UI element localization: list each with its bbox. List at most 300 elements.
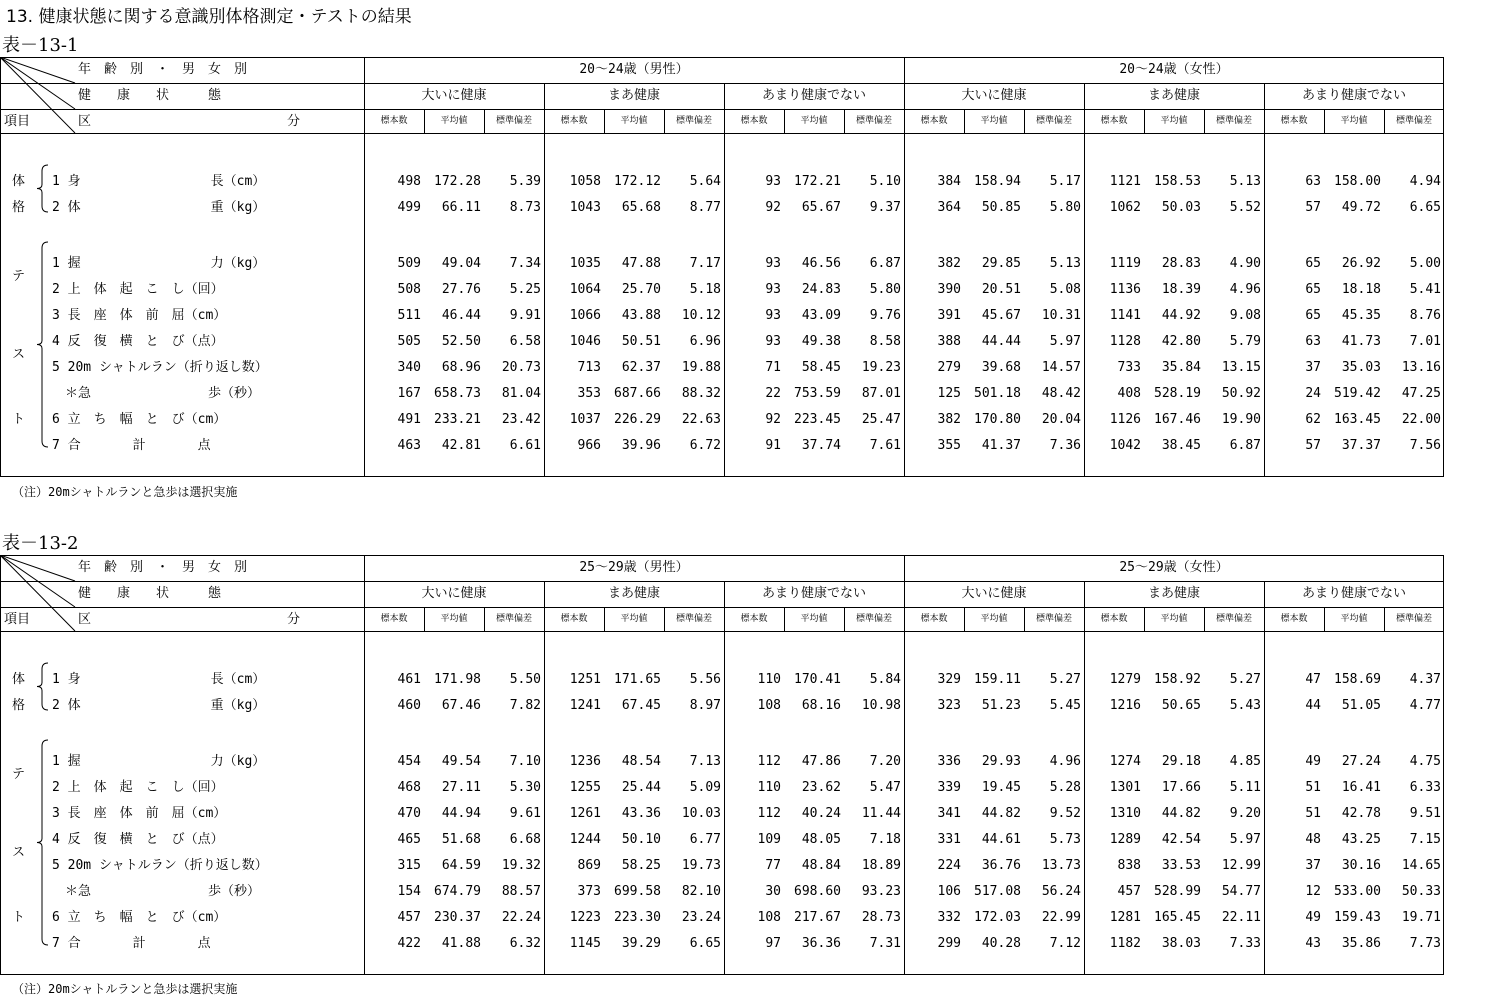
row-label: 2 上 体 起 こ し（回） [52,282,224,297]
cell-value: 460 [397,698,421,713]
stat-header: 標本数 [380,614,408,624]
cell-value: 57 [1305,200,1321,215]
cell-value: 1136 [1109,282,1141,297]
category-test: テ [12,269,26,284]
cell-value: 50.51 [621,334,661,349]
cell-value: 64.59 [441,858,481,873]
row-label: 4 反 復 横 と び（点） [52,832,224,847]
stat-header: 標準偏差 [855,614,892,624]
cell-value: 37.74 [801,438,841,453]
cell-value: 22.24 [501,910,541,925]
cell-value: 24 [1305,386,1321,401]
cell-value: 9.91 [509,308,541,323]
row-label: 7 合 計 点 [52,438,211,453]
cell-value: 519.42 [1334,386,1381,401]
cell-value: 87.01 [861,386,901,401]
cell-value: 7.10 [509,754,541,769]
cell-value: 4.77 [1409,698,1441,713]
cell-value: 42.54 [1161,832,1201,847]
cell-value: 82.10 [681,884,721,899]
cell-value: 7.34 [509,256,541,271]
cell-value: 48.05 [801,832,841,847]
header-rule [0,109,1444,110]
cell-value: 93 [765,282,781,297]
stat-header: 標準偏差 [1215,614,1252,624]
cell-value: 6.33 [1409,780,1441,795]
cell-value: 1043 [569,200,601,215]
cell-value: 49 [1305,910,1321,925]
cell-value: 67.46 [441,698,481,713]
cell-value: 340 [397,360,421,375]
cell-value: 42.81 [441,438,481,453]
cell-value: 869 [577,858,601,873]
cell-value: 19.71 [1401,910,1441,925]
stat-header: 標本数 [920,116,948,126]
cell-value: 40.24 [801,806,841,821]
cell-value: 93 [765,308,781,323]
cell-value: 5.56 [689,672,721,687]
cell-value: 20.04 [1041,412,1081,427]
cell-value: 17.66 [1161,780,1201,795]
cell-value: 29.93 [981,754,1021,769]
cell-value: 13.16 [1401,360,1441,375]
cell-value: 41.37 [981,438,1021,453]
cell-value: 47 [1305,672,1321,687]
cell-value: 7.20 [869,754,901,769]
cell-value: 382 [937,412,961,427]
cell-value: 223.30 [614,910,661,925]
cell-value: 373 [577,884,601,899]
category-body: 格 [12,200,26,215]
stat-header: 平均値 [980,116,1008,126]
cell-value: 25.70 [621,282,661,297]
stat-header: 標準偏差 [1395,614,1432,624]
cell-value: 65.67 [801,200,841,215]
cell-value: 10.12 [681,308,721,323]
cell-value: 332 [937,910,961,925]
cell-value: 50.33 [1401,884,1441,899]
cell-value: 457 [397,910,421,925]
cell-value: 408 [1117,386,1141,401]
cell-value: 45.35 [1341,308,1381,323]
row-label: 3 長 座 体 前 屈（cm） [52,308,227,323]
cell-value: 36.76 [981,858,1021,873]
cell-value: 5.97 [1229,832,1261,847]
cell-value: 511 [397,308,421,323]
cell-value: 51.23 [981,698,1021,713]
cell-value: 1301 [1109,780,1141,795]
cell-value: 5.08 [1049,282,1081,297]
cell-value: 499 [397,200,421,215]
row-label: 5 20m シャトルラン（折り返し数） [52,858,268,873]
cell-value: 7.56 [1409,438,1441,453]
cell-value: 112 [757,806,781,821]
cell-value: 172.21 [794,174,841,189]
cell-value: 12.99 [1221,858,1261,873]
cell-value: 62 [1305,412,1321,427]
page-title: 13. 健康状態に関する意識別体格測定・テストの結果 [6,7,412,27]
cell-value: 6.87 [1229,438,1261,453]
cell-value: 6.72 [689,438,721,453]
table-label: 表－13-2 [2,533,79,554]
cell-value: 158.94 [974,174,1021,189]
stat-header: 平均値 [620,614,648,624]
cell-value: 5.27 [1049,672,1081,687]
category-test: ト [12,412,26,427]
cell-value: 1216 [1109,698,1141,713]
cell-value: 22.11 [1221,910,1261,925]
cell-value: 48.54 [621,754,661,769]
cell-value: 65.68 [621,200,661,215]
cell-value: 154 [397,884,421,899]
header-rule [0,631,1444,632]
health-header: 大いに健康 [421,88,487,103]
cell-value: 4.96 [1229,282,1261,297]
brace [37,165,48,212]
cell-value: 299 [937,936,961,951]
cell-value: 9.37 [869,200,901,215]
brace [37,740,48,945]
brace [37,663,48,710]
cell-value: 47.25 [1401,386,1441,401]
cell-value: 93 [765,256,781,271]
cell-value: 528.99 [1154,884,1201,899]
cell-value: 4.94 [1409,174,1441,189]
cell-value: 49.72 [1341,200,1381,215]
cell-value: 171.98 [434,672,481,687]
category-body: 体 [12,672,26,687]
cell-value: 6.61 [509,438,541,453]
cell-value: 35.86 [1341,936,1381,951]
cell-value: 67.45 [621,698,661,713]
header-category-right: 分 [287,114,301,129]
cell-value: 454 [397,754,421,769]
cell-value: 5.27 [1229,672,1261,687]
cell-value: 391 [937,308,961,323]
category-test: ト [12,910,26,925]
cell-value: 355 [937,438,961,453]
cell-value: 6.68 [509,832,541,847]
cell-value: 5.11 [1229,780,1261,795]
cell-value: 50.10 [621,832,661,847]
group-header: 25～29歳（男性） [579,560,689,575]
table-label: 表－13-1 [2,35,79,56]
row-label: 2 体 重（kg） [52,200,266,215]
cell-value: 19.32 [501,858,541,873]
cell-value: 533.00 [1334,884,1381,899]
cell-value: 5.09 [689,780,721,795]
health-header: あまり健康でない [1301,88,1406,103]
stat-header: 標本数 [740,614,768,624]
stat-header: 標準偏差 [1035,614,1072,624]
cell-value: 10.98 [861,698,901,713]
cell-value: 5.80 [869,282,901,297]
cell-value: 97 [765,936,781,951]
cell-value: 1241 [569,698,601,713]
cell-value: 9.52 [1049,806,1081,821]
cell-value: 29.18 [1161,754,1201,769]
cell-value: 1058 [569,174,601,189]
cell-value: 52.50 [441,334,481,349]
cell-value: 10.31 [1041,308,1081,323]
cell-value: 172.28 [434,174,481,189]
cell-value: 51.05 [1341,698,1381,713]
cell-value: 966 [577,438,601,453]
cell-value: 163.45 [1334,412,1381,427]
cell-value: 4.96 [1049,754,1081,769]
cell-value: 498 [397,174,421,189]
data-table [0,555,1444,975]
health-header: まあ健康 [1147,88,1200,103]
cell-value: 5.50 [509,672,541,687]
header-age-gender: 年 齢 別 ・ 男 女 別 [78,560,248,575]
stat-header: 平均値 [800,614,828,624]
group-header: 20～24歳（男性） [579,62,689,77]
cell-value: 1066 [569,308,601,323]
cell-value: 508 [397,282,421,297]
cell-value: 108 [757,910,781,925]
cell-value: 491 [397,412,421,427]
cell-value: 699.58 [614,884,661,899]
cell-value: 315 [397,858,421,873]
cell-value: 5.25 [509,282,541,297]
stat-header: 標本数 [380,116,408,126]
cell-value: 7.13 [689,754,721,769]
health-header: まあ健康 [607,586,660,601]
cell-value: 6.77 [689,832,721,847]
cell-value: 158.69 [1334,672,1381,687]
cell-value: 88.32 [681,386,721,401]
cell-value: 1046 [569,334,601,349]
row-label: 4 反 復 横 と び（点） [52,334,224,349]
cell-value: 22.99 [1041,910,1081,925]
cell-value: 68.16 [801,698,841,713]
cell-value: 10.03 [681,806,721,821]
stat-header: 平均値 [1160,614,1188,624]
cell-value: 1310 [1109,806,1141,821]
cell-value: 110 [757,672,781,687]
cell-value: 468 [397,780,421,795]
cell-value: 172.03 [974,910,1021,925]
cell-value: 5.97 [1049,334,1081,349]
cell-value: 49 [1305,754,1321,769]
stat-header: 標本数 [1280,116,1308,126]
cell-value: 29.85 [981,256,1021,271]
cell-value: 172.12 [614,174,661,189]
cell-value: 110 [757,780,781,795]
cell-value: 24.83 [801,282,841,297]
cell-value: 8.97 [689,698,721,713]
cell-value: 44.44 [981,334,1021,349]
cell-value: 43.25 [1341,832,1381,847]
cell-value: 50.85 [981,200,1021,215]
cell-value: 6.58 [509,334,541,349]
cell-value: 68.96 [441,360,481,375]
stat-header: 標準偏差 [495,116,532,126]
cell-value: 167.46 [1154,412,1201,427]
cell-value: 88.57 [501,884,541,899]
cell-value: 509 [397,256,421,271]
header-category-right: 分 [287,612,301,627]
cell-value: 390 [937,282,961,297]
cell-value: 8.76 [1409,308,1441,323]
cell-value: 1274 [1109,754,1141,769]
stat-header: 平均値 [1340,116,1368,126]
health-header: 大いに健康 [421,586,487,601]
cell-value: 7.18 [869,832,901,847]
cell-value: 463 [397,438,421,453]
cell-value: 170.80 [974,412,1021,427]
cell-value: 6.87 [869,256,901,271]
cell-value: 698.60 [794,884,841,899]
cell-value: 35.84 [1161,360,1201,375]
cell-value: 4.90 [1229,256,1261,271]
cell-value: 7.31 [869,936,901,951]
cell-value: 93.23 [861,884,901,899]
row-label: 1 身 長（cm） [52,672,266,687]
cell-value: 13.15 [1221,360,1261,375]
cell-value: 1145 [569,936,601,951]
cell-value: 112 [757,754,781,769]
cell-value: 517.08 [974,884,1021,899]
cell-value: 838 [1117,858,1141,873]
cell-value: 58.45 [801,360,841,375]
cell-value: 1251 [569,672,601,687]
cell-value: 1141 [1109,308,1141,323]
cell-value: 1126 [1109,412,1141,427]
header-health-state: 健 康 状 態 [78,586,222,601]
health-header: まあ健康 [1147,586,1200,601]
cell-value: 170.41 [794,672,841,687]
cell-value: 44.94 [441,806,481,821]
cell-value: 1119 [1109,256,1141,271]
cell-value: 364 [937,200,961,215]
header-category-left: 区 [78,612,92,627]
stat-header: 標本数 [1100,614,1128,624]
cell-value: 505 [397,334,421,349]
row-label: ＊急 歩（秒） [52,884,261,899]
cell-value: 16.41 [1341,780,1381,795]
cell-value: 9.08 [1229,308,1261,323]
cell-value: 57 [1305,438,1321,453]
category-test: ス [12,347,26,362]
cell-value: 1281 [1109,910,1141,925]
data-table [0,57,1444,477]
cell-value: 12 [1305,884,1321,899]
cell-value: 58.25 [621,858,661,873]
cell-value: 51 [1305,806,1321,821]
group-header: 20～24歳（女性） [1119,62,1229,77]
cell-value: 341 [937,806,961,821]
header-health-state: 健 康 状 態 [78,88,222,103]
cell-value: 8.73 [509,200,541,215]
cell-value: 5.10 [869,174,901,189]
cell-value: 62.37 [621,360,661,375]
stat-header: 標本数 [1100,116,1128,126]
cell-value: 41.73 [1341,334,1381,349]
cell-value: 93 [765,334,781,349]
stat-header: 標本数 [920,614,948,624]
cell-value: 30.16 [1341,858,1381,873]
cell-value: 5.00 [1409,256,1441,271]
cell-value: 37 [1305,360,1321,375]
cell-value: 18.18 [1341,282,1381,297]
cell-value: 5.64 [689,174,721,189]
health-header: 大いに健康 [961,88,1027,103]
cell-value: 226.29 [614,412,661,427]
cell-value: 19.73 [681,858,721,873]
cell-value: 1064 [569,282,601,297]
cell-value: 5.80 [1049,200,1081,215]
cell-value: 9.51 [1409,806,1441,821]
cell-value: 20.51 [981,282,1021,297]
cell-value: 1236 [569,754,601,769]
cell-value: 92 [765,412,781,427]
cell-value: 49.54 [441,754,481,769]
cell-value: 382 [937,256,961,271]
row-label: 5 20m シャトルラン（折り返し数） [52,360,268,375]
cell-value: 19.88 [681,360,721,375]
cell-value: 65 [1305,256,1321,271]
cell-value: 158.92 [1154,672,1201,687]
cell-value: 44.82 [1161,806,1201,821]
header-item: 項目 [4,612,31,627]
stat-header: 平均値 [800,116,828,126]
stat-header: 平均値 [980,614,1008,624]
cell-value: 7.36 [1049,438,1081,453]
cell-value: 7.61 [869,438,901,453]
header-rule [0,581,1444,582]
cell-value: 19.23 [861,360,901,375]
cell-value: 329 [937,672,961,687]
cell-value: 27.11 [441,780,481,795]
cell-value: 323 [937,698,961,713]
cell-value: 1223 [569,910,601,925]
row-label: 6 立 ち 幅 と び（cm） [52,910,227,925]
cell-value: 5.28 [1049,780,1081,795]
row-label: 1 握 力（kg） [52,754,266,769]
cell-value: 51 [1305,780,1321,795]
cell-value: 23.24 [681,910,721,925]
category-test: テ [12,767,26,782]
cell-value: 27.76 [441,282,481,297]
cell-value: 44.82 [981,806,1021,821]
stat-header: 標準偏差 [1395,116,1432,126]
row-label: 1 握 力（kg） [52,256,266,271]
stat-header: 標準偏差 [855,116,892,126]
stat-header: 標準偏差 [675,614,712,624]
cell-value: 167 [397,386,421,401]
health-header: あまり健康でない [761,586,866,601]
cell-value: 51.68 [441,832,481,847]
cell-value: 4.37 [1409,672,1441,687]
brace [37,242,48,447]
cell-value: 159.43 [1334,910,1381,925]
cell-value: 1279 [1109,672,1141,687]
cell-value: 43.36 [621,806,661,821]
cell-value: 43 [1305,936,1321,951]
cell-value: 14.65 [1401,858,1441,873]
cell-value: 753.59 [794,386,841,401]
category-braces [34,555,54,975]
health-header: あまり健康でない [761,88,866,103]
cell-value: 5.18 [689,282,721,297]
header-category-left: 区 [78,114,92,129]
cell-value: 81.04 [501,386,541,401]
stat-header: 標準偏差 [495,614,532,624]
cell-value: 4.75 [1409,754,1441,769]
row-label: 3 長 座 体 前 屈（cm） [52,806,227,821]
